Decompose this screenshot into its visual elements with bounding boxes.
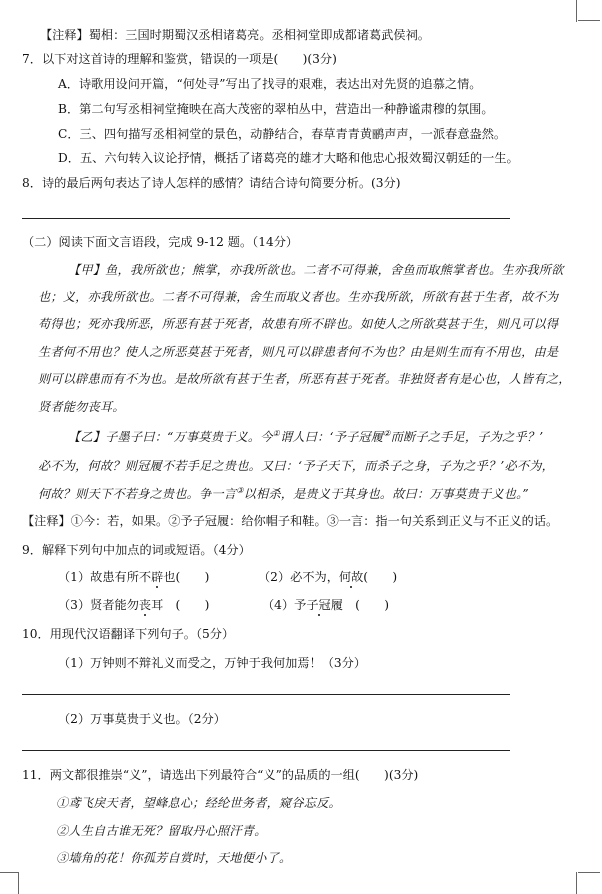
passage-jia-line: 生者何不用也？使人之所恶莫甚于死者，则凡可以辟患者何不为也？由是则生而有不用也，由是 <box>38 345 559 359</box>
dotted-word: 丧 <box>138 598 152 612</box>
q11-option-2: ②人生自古谁无死？留取丹心照汗青。 <box>56 824 267 838</box>
passage-jia-line: 苟得也；死亦我所恶，所恶有甚于死者，故患有所不辟也。如使人之所欲莫甚于生，则凡可以得 <box>38 317 559 331</box>
q7-option-d: D．五、六句转入议论抒情，概括了诸葛亮的雄才大略和他忠心报效蜀汉朝廷的一生。 <box>58 151 519 165</box>
q9-item-3: （3）贤者能勿丧耳 ( ) <box>58 598 210 612</box>
note-shuxiang: 【注释】蜀相：三国时期蜀汉丞相诸葛亮。丞相祠堂即成都诸葛武侯祠。 <box>40 28 430 42</box>
q11-option-1: ①鸢飞戾天者，望峰息心；经纶世务者，窥谷忘反。 <box>56 796 341 810</box>
q8-stem: 8．诗的最后两句表达了诗人怎样的感情？请结合诗句简要分析。(3分) <box>22 176 401 190</box>
q10-sentence-2: （2）万事莫贵于义也。（2分） <box>58 712 226 726</box>
q10-stem: 10．用现代汉语翻译下列句子。（5分） <box>22 627 235 641</box>
q9-item-4: （4）予子冠履 ( ) <box>262 598 389 612</box>
q7-option-b: B．第二句写丞相祠堂掩映在高大茂密的翠柏丛中，营造出一种静谧肃穆的氛围。 <box>58 102 494 116</box>
q9-item-1: （1）故患有所不辟也( ) <box>58 570 210 584</box>
crop-mark <box>18 872 19 894</box>
crop-mark <box>576 0 577 22</box>
q9-item-2: （2）必不为，何故( ) <box>258 570 398 584</box>
q10-sentence-1: （1）万钟则不辩礼义而受之，万钟于我何加焉！（3分） <box>58 656 367 670</box>
q11-option-3: ③墙角的花！你孤芳自赏时，天地便小了。 <box>56 851 292 865</box>
answer-line <box>22 218 510 219</box>
q11-stem: 11．两文都很推崇“义”，请选出下列最符合“义”的品质的一组( )(3分) <box>22 768 419 782</box>
q9-stem: 9．解释下列句中加点的词或短语。（4分） <box>22 543 251 557</box>
q7-option-c: C．三、四句描写丞相祠堂的景色，动静结合，春草青青黄鹂声声，一派春意盎然。 <box>58 127 507 141</box>
passage-jia-line: 也；义，亦我所欲也。二者不可得兼，舍生而取义者也。生亦我所欲，所欲有甚于生者，故不为 <box>38 290 559 304</box>
dotted-word: 予子冠履 <box>294 598 343 612</box>
passage-yi-line: 何故？则天下不若身之贵也。争一言③以相杀，是贵义于其身也。故曰：万事莫贵于义也。” <box>38 485 529 501</box>
q7-stem: 7．以下对这首诗的理解和鉴赏，错误的一项是( )(3分) <box>22 52 337 66</box>
section-heading: （二）阅读下面文言语段，完成 9-12 题。（14分） <box>22 235 299 249</box>
passage-jia-line: 则可以辟患而有不为也。是故所欲有甚于生者，所恶有甚于死者。非独贤者有是心也，人皆有之， <box>38 372 571 386</box>
dotted-word: 辟 <box>151 570 164 584</box>
answer-line <box>22 694 510 695</box>
passage-jia-line: 【甲】鱼，我所欲也；熊掌，亦我所欲也。二者不可得兼，舍鱼而取熊掌者也。生亦我所欲 <box>68 263 564 277</box>
note-yi: 【注释】①今：若，如果。②予子冠履：给你帽子和鞋。③一言：指一句关系到正义与不正义的话。 <box>22 514 559 528</box>
dotted-word: 何故 <box>338 570 364 584</box>
crop-mark <box>578 872 600 873</box>
crop-mark <box>576 872 577 894</box>
passage-jia-line: 贤者能勿丧耳。 <box>38 400 125 414</box>
answer-line <box>22 750 510 751</box>
passage-yi-line: 【乙】子墨子曰：“万事莫贵于义。今①谓人曰：‘予子冠履②而断子之手足，子为之乎？’ <box>68 428 544 444</box>
crop-mark <box>0 872 18 873</box>
crop-mark <box>578 20 600 21</box>
passage-yi-line: 必不为，何故？则冠履不若手足之贵也。又曰：‘予子天下，而杀子之身，子为之乎？’必不为， <box>38 459 555 473</box>
q7-option-a: A．诗歌用设问开篇，“何处寻”写出了找寻的艰难，表达出对先贤的追慕之情。 <box>58 77 482 91</box>
